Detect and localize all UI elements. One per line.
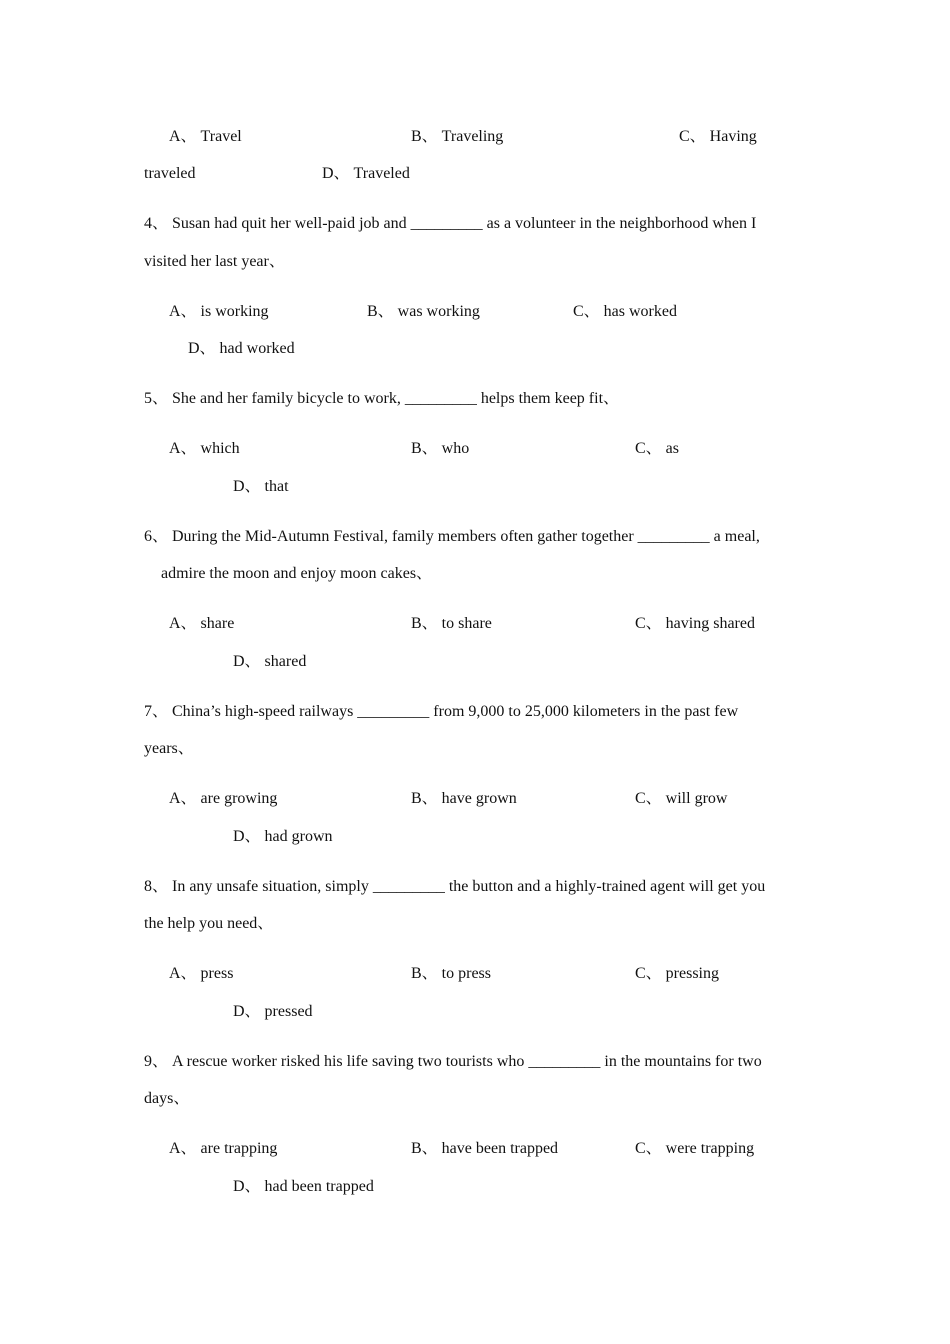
q5-option-c: C、 as (635, 440, 680, 457)
q9-option-a: A、 are trapping (169, 1140, 278, 1157)
q9-option-b: B、 have been trapped (411, 1140, 559, 1157)
q3-option-b: B、 Traveling (411, 128, 504, 145)
q5-option-b: B、 who (411, 440, 470, 457)
q4-stem-line2: visited her last year、 (144, 253, 285, 270)
q4-stem-line1: 4、 Susan had quit her well-paid job and _________ as a volunteer in the neighborhood when I (144, 215, 757, 232)
q8-option-c: C、 pressing (635, 965, 720, 982)
q7-option-a: A、 are growing (169, 790, 278, 807)
q8-stem-line2: the help you need、 (144, 915, 274, 932)
q8-option-a: A、 press (169, 965, 234, 982)
q3-option-c: C、 Having (679, 128, 757, 145)
q6-option-a: A、 share (169, 615, 235, 632)
q6-stem-line2: admire the moon and enjoy moon cakes、 (161, 565, 433, 582)
q5-stem-line1: 5、 She and her family bicycle to work, _________ helps them keep fit、 (144, 390, 620, 407)
q8-option-d: D、 pressed (233, 1003, 313, 1020)
q7-stem-line2: years、 (144, 740, 194, 757)
q4-option-b: B、 was working (367, 303, 480, 320)
q9-stem-line2: days、 (144, 1090, 190, 1107)
q3-option-a: A、 Travel (169, 128, 242, 145)
q8-stem-line1: 8、 In any unsafe situation, simply _________ the button and a highly-trained agent will get you (144, 878, 766, 895)
q4-option-c: C、 has worked (573, 303, 677, 320)
q8-option-b: B、 to press (411, 965, 492, 982)
q4-option-a: A、 is working (169, 303, 269, 320)
q7-option-c: C、 will grow (635, 790, 728, 807)
q7-stem-line1: 7、 China’s high-speed railways _________ from 9,000 to 25,000 kilometers in the past few (144, 703, 739, 720)
q9-option-d: D、 had been trapped (233, 1178, 374, 1195)
q9-stem-line1: 9、 A rescue worker risked his life saving two tourists who _________ in the mountains for two (144, 1053, 762, 1070)
q7-option-b: B、 have grown (411, 790, 517, 807)
q6-option-d: D、 shared (233, 653, 307, 670)
q3-option-d: D、 Traveled (322, 165, 410, 182)
q9-option-c: C、 were trapping (635, 1140, 755, 1157)
q5-option-a: A、 which (169, 440, 240, 457)
q3-option-c-continued: traveled (144, 165, 196, 182)
q7-option-d: D、 had grown (233, 828, 333, 845)
q6-stem-line1: 6、 During the Mid-Autumn Festival, family members often gather together _________ a meal, (144, 528, 760, 545)
q5-option-d: D、 that (233, 478, 289, 495)
q6-option-b: B、 to share (411, 615, 492, 632)
q6-option-c: C、 having shared (635, 615, 755, 632)
q4-option-d: D、 had worked (188, 340, 295, 357)
